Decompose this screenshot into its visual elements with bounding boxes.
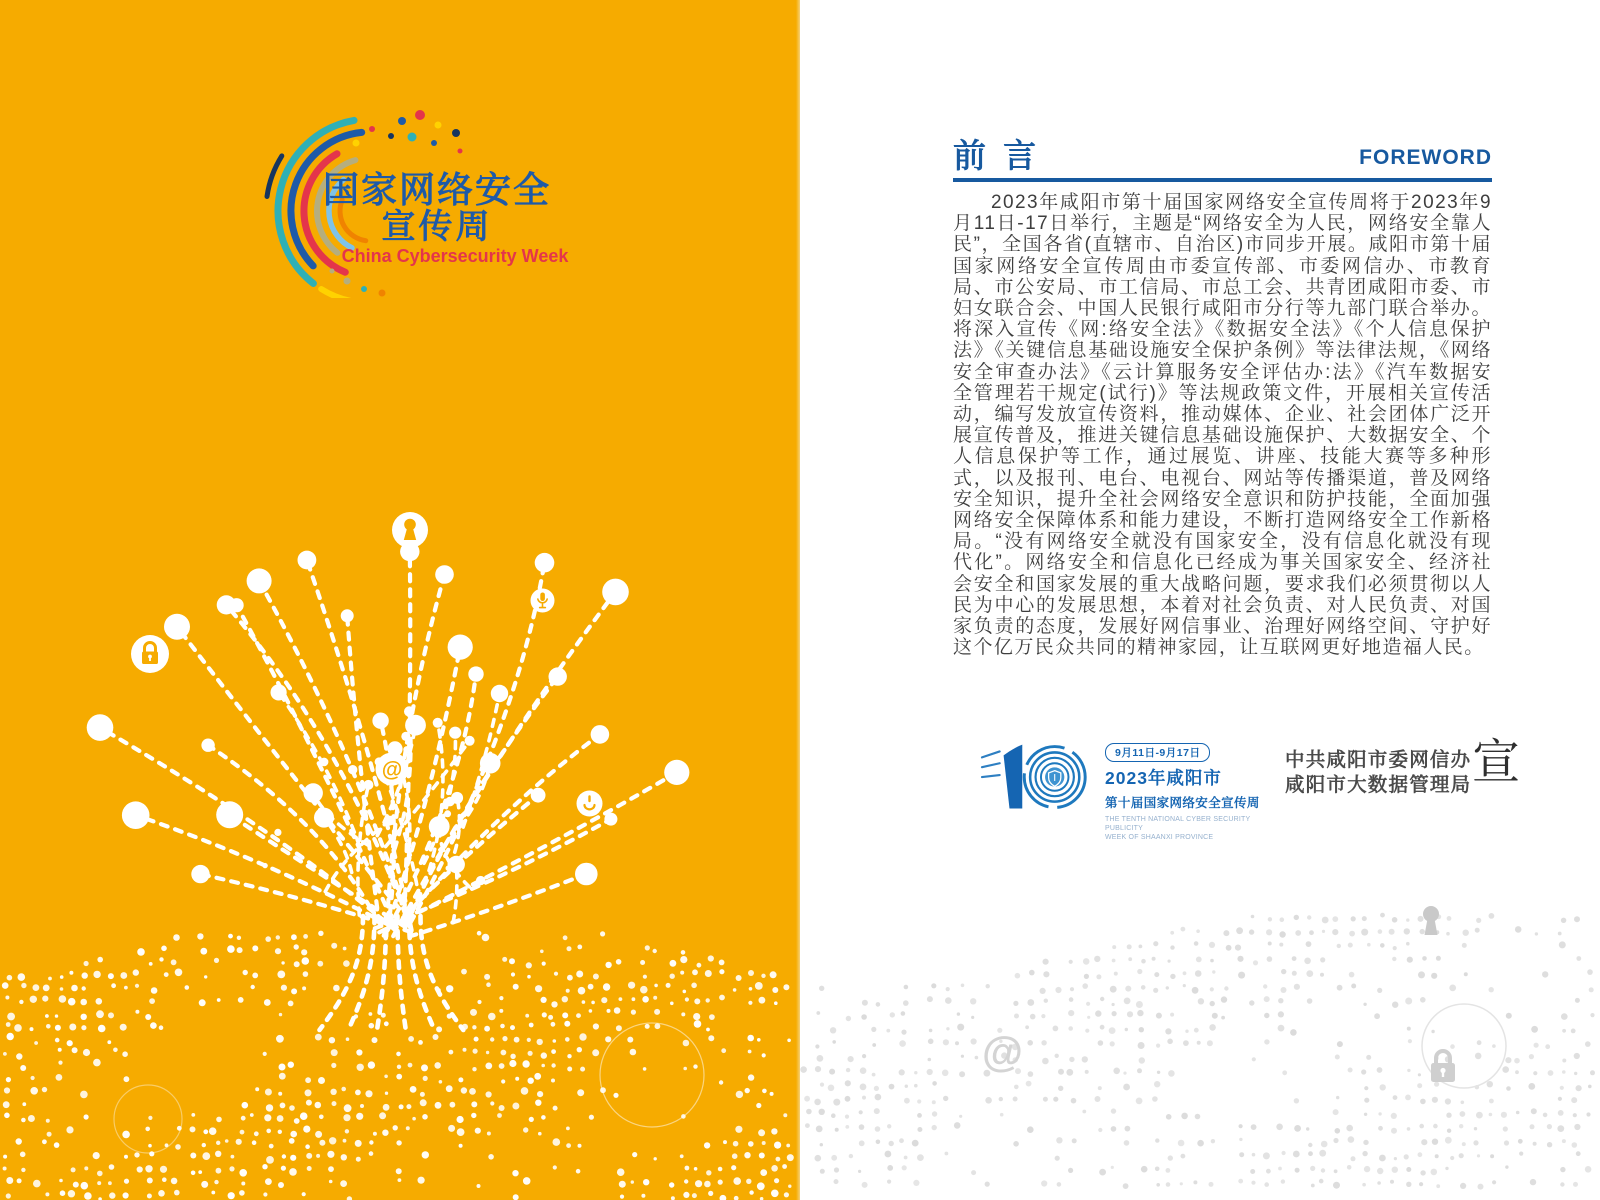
csw-logo (252, 103, 569, 298)
at-sign-ground-icon: @ (982, 1028, 1023, 1075)
smiley-node-icon (575, 789, 604, 818)
keyhole-node-icon (389, 509, 431, 551)
foreword-header (953, 126, 1492, 174)
organizer-line1: 中共咸阳市委网信办 (1285, 749, 1472, 771)
foreword-body-text: 2023年咸阳市第十届国家网络安全宣传周将于2023年9月11日-17日举行，主题是“网络安全为人民，网络安全靠人民”，全国各省(直辖市、自治区)市同步开展。咸阳市第十届国家网络安全宣传周由市委宣传部、市委网信办、市教育局、市公安局、市工信局、市总工会、共青团咸阳市委、市妇女联合会、中国人民银行咸阳市分行等九部门联合举办。将深入宣传《网:络安全法》《数据安全法》《个人信息保护法》《关键信息基础设施安全保护条例》等法律法规，《网络安全审查办法》《云计算服务安全评估办:法》《汽车数据安全管理若干规定(试行)》等法规政策文件，开展相关宣传活动，编写发放宣传资料，推动媒体、企业、社会团体广泛开展宣传普及，推进关键信息基础设施保护、大数据安全、个人信息保护等工作，通过展览、讲座、技能大赛等多种形式，以及报刊、电台、电视台、网站等传播渠道，普及网络安全知识，提升全社会网络安全意识和防护技能，全面加强网络安全保障体系和能力建设，不断打造网络安全工作新格局。“没有网络安全就没有国家安全，没有信息化就没有现代化”。网络安全和信息化已经成为事关国家安全、经济社会安全和国家发展的重大战略问题，要求我们必须贯彻以人民为中心的发展思想，本着对社会负责、对人民负责、对国家负责的态度，发展好网信事业、治理好网络空间、守护好这个亿万民众共同的精神家园，让互联网更好地造福人民。 (953, 192, 1492, 659)
logo-subtitle-en: China Cybersecurity Week (341, 246, 569, 266)
keyhole-ground-icon (1418, 905, 1444, 941)
padlock-node-icon (128, 632, 172, 676)
event-date-badge: 9月11日-9月17日 (1105, 743, 1210, 762)
event-caption-line1: THE TENTH NATIONAL CYBER SECURITY PUBLICITY (1105, 816, 1251, 832)
xuan-seal-character: 宣 (1472, 736, 1521, 789)
header-rule (953, 178, 1492, 182)
event-caption-line2: WEEK OF SHAANXI PROVINCE (1105, 834, 1214, 841)
svg-text:@: @ (381, 758, 403, 782)
logo-title-line1: 国家网络安全 (322, 169, 551, 210)
foreword-title-en: FOREWORD (1359, 146, 1492, 169)
event-title: 2023年咸阳市 (1105, 768, 1222, 788)
organizer-line2: 咸阳市大数据管理局 (1285, 774, 1472, 796)
microphone-node-icon (529, 587, 556, 614)
foreword-title-cn: 前 言 (953, 137, 1041, 174)
event-subtitle: 第十届国家网络安全宣传周 (1105, 796, 1260, 810)
logo-title-line2: 宣传周 (381, 208, 493, 246)
at-sign-node-icon (373, 751, 411, 791)
padlock-ground-icon (1425, 1046, 1461, 1088)
right-foreword-page (800, 0, 1600, 1200)
